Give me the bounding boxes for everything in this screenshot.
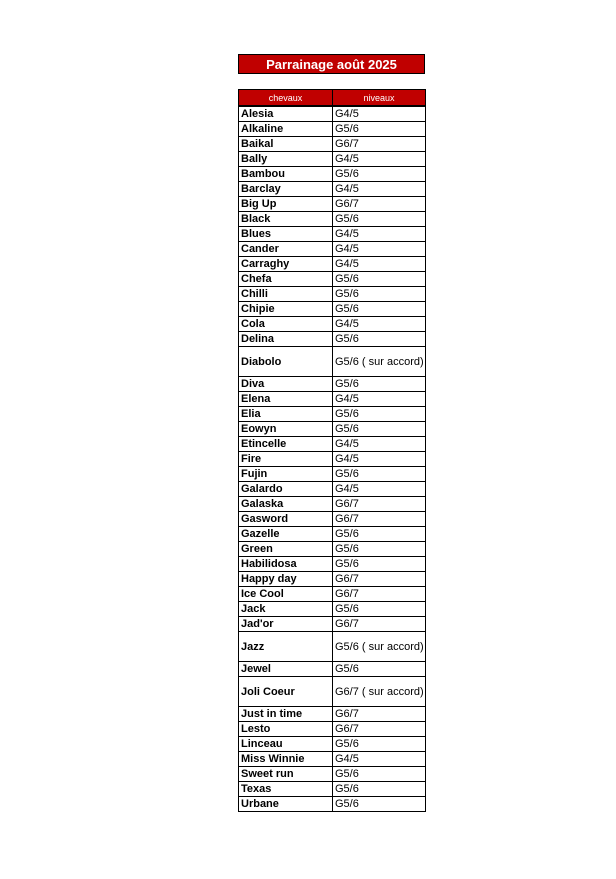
horse-name-cell: Gasword (239, 512, 333, 527)
level-cell: G5/6 (333, 272, 426, 287)
horse-name-cell: Joli Coeur (239, 677, 333, 707)
table-row (239, 302, 426, 317)
level-cell: G4/5 (333, 152, 426, 167)
level-cell: G5/6 (333, 662, 426, 677)
level-cell: G6/7 (333, 722, 426, 737)
level-cell: G4/5 (333, 392, 426, 407)
level-cell: G6/7 (333, 512, 426, 527)
level-cell: G6/7 (333, 617, 426, 632)
table-row (239, 737, 426, 752)
level-cell: G5/6 (333, 527, 426, 542)
level-cell: G5/6 (333, 302, 426, 317)
level-cell: G5/6 (333, 332, 426, 347)
table-row (239, 152, 426, 167)
table-row (239, 242, 426, 257)
level-cell: G4/5 (333, 227, 426, 242)
table-row (239, 482, 426, 497)
horse-name-cell: Carraghy (239, 257, 333, 272)
horse-name-cell: Diabolo (239, 347, 333, 377)
horse-name-cell: Elena (239, 392, 333, 407)
table-row (239, 137, 426, 152)
level-cell: G5/6 (333, 467, 426, 482)
level-cell: G6/7 (333, 707, 426, 722)
level-cell: G6/7 (333, 587, 426, 602)
horse-name-cell: Gazelle (239, 527, 333, 542)
column-header-horses: chevaux (239, 90, 333, 107)
level-cell: G6/7 (333, 197, 426, 212)
horse-name-cell: Happy day (239, 572, 333, 587)
table-row (239, 662, 426, 677)
level-cell: G6/7 ( sur accord) (333, 677, 426, 707)
horse-name-cell: Cola (239, 317, 333, 332)
horse-name-cell: Texas (239, 782, 333, 797)
table-row (239, 317, 426, 332)
table-row (239, 377, 426, 392)
horse-name-cell: Black (239, 212, 333, 227)
level-cell: G5/6 (333, 407, 426, 422)
table-row (239, 272, 426, 287)
level-cell: G5/6 ( sur accord) (333, 347, 426, 377)
horse-level-table (238, 89, 426, 812)
level-cell: G5/6 (333, 797, 426, 812)
horse-name-cell: Cander (239, 242, 333, 257)
table-row (239, 392, 426, 407)
horse-name-cell: Jazz (239, 632, 333, 662)
table-row (239, 227, 426, 242)
table-row (239, 797, 426, 812)
horse-name-cell: Baikal (239, 137, 333, 152)
horse-name-cell: Big Up (239, 197, 333, 212)
horse-name-cell: Linceau (239, 737, 333, 752)
level-cell: G4/5 (333, 257, 426, 272)
level-cell: G6/7 (333, 572, 426, 587)
horse-name-cell: Chefa (239, 272, 333, 287)
horse-name-cell: Eowyn (239, 422, 333, 437)
horse-name-cell: Galaska (239, 497, 333, 512)
level-cell: G4/5 (333, 182, 426, 197)
horse-name-cell: Delina (239, 332, 333, 347)
table-row (239, 347, 426, 377)
table-row (239, 587, 426, 602)
table-row (239, 677, 426, 707)
horse-name-cell: Chipie (239, 302, 333, 317)
table-row (239, 512, 426, 527)
level-cell: G5/6 (333, 212, 426, 227)
horse-name-cell: Bally (239, 152, 333, 167)
horse-name-cell: Barclay (239, 182, 333, 197)
table-row (239, 106, 426, 122)
table-row (239, 182, 426, 197)
horse-name-cell: Bambou (239, 167, 333, 182)
horse-name-cell: Alkaline (239, 122, 333, 137)
table-row (239, 257, 426, 272)
horse-name-cell: Blues (239, 227, 333, 242)
table-header-row (239, 90, 426, 107)
horse-name-cell: Miss Winnie (239, 752, 333, 767)
table-row (239, 452, 426, 467)
table-row (239, 782, 426, 797)
table-row (239, 467, 426, 482)
level-cell: G5/6 (333, 377, 426, 392)
horse-name-cell: Galardo (239, 482, 333, 497)
table-row (239, 722, 426, 737)
table-row (239, 407, 426, 422)
horse-name-cell: Green (239, 542, 333, 557)
level-cell: G5/6 (333, 782, 426, 797)
horse-name-cell: Lesto (239, 722, 333, 737)
table-row (239, 632, 426, 662)
table-row (239, 212, 426, 227)
table-row (239, 497, 426, 512)
column-header-levels: niveaux (333, 90, 426, 107)
table-row (239, 572, 426, 587)
level-cell: G5/6 (333, 122, 426, 137)
horse-name-cell: Jack (239, 602, 333, 617)
table-body (239, 106, 426, 812)
page-title: Parrainage août 2025 (238, 54, 425, 74)
table-row (239, 752, 426, 767)
horse-name-cell: Etincelle (239, 437, 333, 452)
table-row (239, 767, 426, 782)
level-cell: G4/5 (333, 452, 426, 467)
horse-name-cell: Habilidosa (239, 557, 333, 572)
horse-name-cell: Sweet run (239, 767, 333, 782)
horse-name-cell: Alesia (239, 106, 333, 122)
horse-name-cell: Diva (239, 377, 333, 392)
level-cell: G5/6 (333, 167, 426, 182)
level-cell: G4/5 (333, 437, 426, 452)
horse-name-cell: Jewel (239, 662, 333, 677)
level-cell: G4/5 (333, 482, 426, 497)
level-cell: G5/6 (333, 542, 426, 557)
level-cell: G4/5 (333, 242, 426, 257)
table-row (239, 197, 426, 212)
level-cell: G5/6 (333, 767, 426, 782)
table-row (239, 437, 426, 452)
table-row (239, 602, 426, 617)
level-cell: G6/7 (333, 137, 426, 152)
table-row (239, 707, 426, 722)
table-row (239, 617, 426, 632)
level-cell: G4/5 (333, 317, 426, 332)
horse-name-cell: Elia (239, 407, 333, 422)
horse-name-cell: Ice Cool (239, 587, 333, 602)
horse-name-cell: Just in time (239, 707, 333, 722)
horse-name-cell: Chilli (239, 287, 333, 302)
level-cell: G4/5 (333, 106, 426, 122)
horse-name-cell: Fire (239, 452, 333, 467)
horse-name-cell: Jad'or (239, 617, 333, 632)
level-cell: G4/5 (333, 752, 426, 767)
level-cell: G5/6 (333, 602, 426, 617)
table-row (239, 542, 426, 557)
level-cell: G5/6 (333, 287, 426, 302)
level-cell: G5/6 (333, 737, 426, 752)
horse-name-cell: Urbane (239, 797, 333, 812)
table-row (239, 332, 426, 347)
table-row (239, 287, 426, 302)
table-row (239, 167, 426, 182)
level-cell: G5/6 ( sur accord) (333, 632, 426, 662)
horse-name-cell: Fujin (239, 467, 333, 482)
level-cell: G6/7 (333, 497, 426, 512)
table-row (239, 557, 426, 572)
level-cell: G5/6 (333, 557, 426, 572)
table-row (239, 122, 426, 137)
table-row (239, 527, 426, 542)
level-cell: G5/6 (333, 422, 426, 437)
table-row (239, 422, 426, 437)
